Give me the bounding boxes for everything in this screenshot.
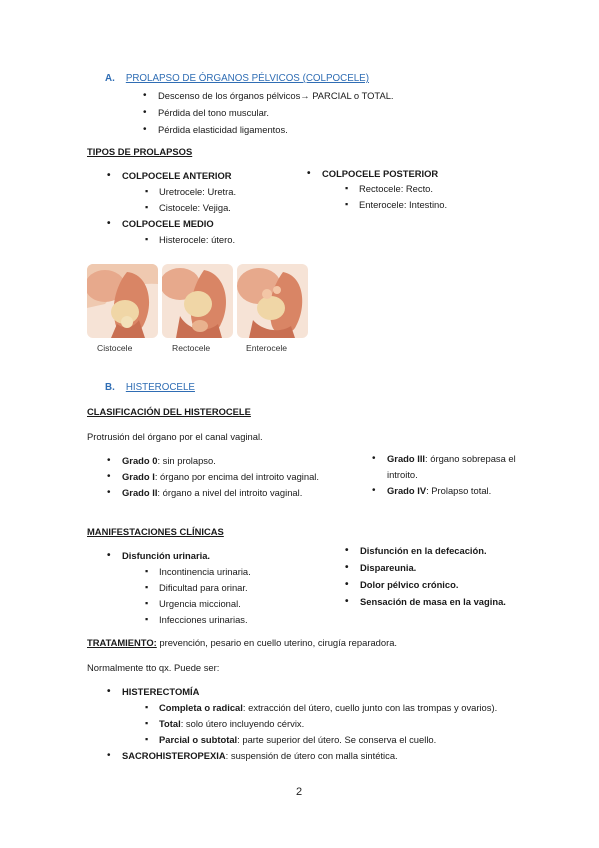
list-item xyxy=(159,734,436,746)
sacro-text: : suspensión de útero con malla sintética. xyxy=(225,750,398,761)
item-label: Total xyxy=(159,718,181,729)
section-b-heading xyxy=(105,382,195,394)
colpocele-anterior-title: • COLPOCELE ANTERIOR xyxy=(122,170,232,182)
item-label: Parcial o subtotal xyxy=(159,734,238,745)
grado-text-continued: introito. xyxy=(387,469,418,480)
list-item xyxy=(122,487,302,499)
item-text: : parte superior del útero. Se conserva el cuello. xyxy=(237,734,437,745)
page-number: 2 xyxy=(296,786,303,798)
section-b-title: HISTEROCELE xyxy=(125,382,195,393)
colpocele-medio-title: • COLPOCELE MEDIO xyxy=(122,218,214,230)
list-item: • Descenso de los órganos pélvicos→ PARCIAL o TOTAL. xyxy=(158,90,394,102)
list-item xyxy=(159,702,497,714)
list-item: ▪ Rectocele: Recto. xyxy=(359,183,433,195)
figure-caption-enterocele: Enterocele xyxy=(246,343,288,353)
grado-text: : órgano sobrepasa el xyxy=(425,453,516,464)
item-text: : solo útero incluyendo cérvix. xyxy=(180,718,305,729)
list-item: • Dolor pélvico crónico. xyxy=(360,579,458,591)
list-item: ▪ Uretrocele: Uretra. xyxy=(159,186,236,198)
figure-caption-cistocele: Cistocele xyxy=(97,343,133,353)
list-item: • Sensación de masa en la vagina. xyxy=(360,596,506,608)
colpocele-posterior-title: • COLPOCELE POSTERIOR xyxy=(322,168,438,180)
list-item: ▪ Urgencia miccional. xyxy=(159,598,241,610)
list-item: • Disfunción en la defecación. xyxy=(360,545,487,557)
grado-text: : órgano a nivel del introito vaginal. xyxy=(157,487,303,498)
grado-label: Grado IV xyxy=(387,485,427,496)
section-a-title: PROLAPSO DE ÓRGANOS PÉLVICOS (COLPOCELE) xyxy=(125,73,369,84)
tipos-heading: TIPOS DE PROLAPSOS xyxy=(87,146,193,157)
grado-label: Grado III xyxy=(387,453,426,464)
clasificacion-heading: CLASIFICACIÓN DEL HISTEROCELE xyxy=(87,406,251,417)
item-text: : extracción del útero, cuello junto con las trompas y ovarios). xyxy=(242,702,498,713)
list-item xyxy=(122,471,319,483)
histerocele-intro: Protrusión del órgano por el canal vaginal. xyxy=(87,431,263,442)
grado-text: : órgano por encima del introito vaginal. xyxy=(154,471,319,482)
list-item xyxy=(122,750,398,762)
rectocele-image xyxy=(162,264,233,338)
list-item xyxy=(387,485,491,497)
grado-text: : Prolapso total. xyxy=(426,485,492,496)
section-a-letter: A. xyxy=(105,73,115,84)
list-item: ▪ Histerocele: útero. xyxy=(159,234,235,246)
list-item: ▪ Incontinencia urinaria. xyxy=(159,566,251,578)
list-item: • Pérdida del tono muscular. xyxy=(158,107,269,119)
section-b-letter: B. xyxy=(105,382,115,393)
figure-caption-rectocele: Rectocele xyxy=(172,343,211,353)
sacro-label: SACROHISTEROPEXIA xyxy=(122,750,226,761)
histerectomia-title: • HISTERECTOMÍA xyxy=(122,686,199,698)
grado-text: : sin prolapso. xyxy=(157,455,216,466)
section-a-heading xyxy=(105,73,369,85)
grado-label: Grado 0 xyxy=(122,455,158,466)
manifestaciones-heading: MANIFESTACIONES CLÍNICAS xyxy=(87,526,224,537)
tratamiento-line xyxy=(87,637,397,649)
list-item: ▪ Enterocele: Intestino. xyxy=(359,199,447,211)
cistocele-image xyxy=(87,264,158,338)
tratamiento-text: prevención, pesario en cuello uterino, cirugía reparadora. xyxy=(156,637,398,648)
list-item: • Dispareunia. xyxy=(360,562,416,574)
prolapse-illustration xyxy=(87,264,310,352)
tratamiento-label: TRATAMIENTO: xyxy=(87,637,157,648)
list-item: ▪ Cistocele: Vejiga. xyxy=(159,202,231,214)
enterocele-image xyxy=(237,264,308,338)
grado-label: Grado I xyxy=(122,471,155,482)
list-item: ▪ Infecciones urinarias. xyxy=(159,614,248,626)
list-item: ▪ Dificultad para orinar. xyxy=(159,582,248,594)
grado-label: Grado II xyxy=(122,487,158,498)
list-item xyxy=(122,455,216,467)
normalmente-text: Normalmente tto qx. Puede ser: xyxy=(87,662,220,673)
item-label: Completa o radical xyxy=(159,702,243,713)
list-item xyxy=(387,453,516,465)
list-item xyxy=(159,718,304,730)
disfuncion-urinaria-title: • Disfunción urinaria. xyxy=(122,550,210,562)
list-item: • Pérdida elasticidad ligamentos. xyxy=(158,124,288,136)
